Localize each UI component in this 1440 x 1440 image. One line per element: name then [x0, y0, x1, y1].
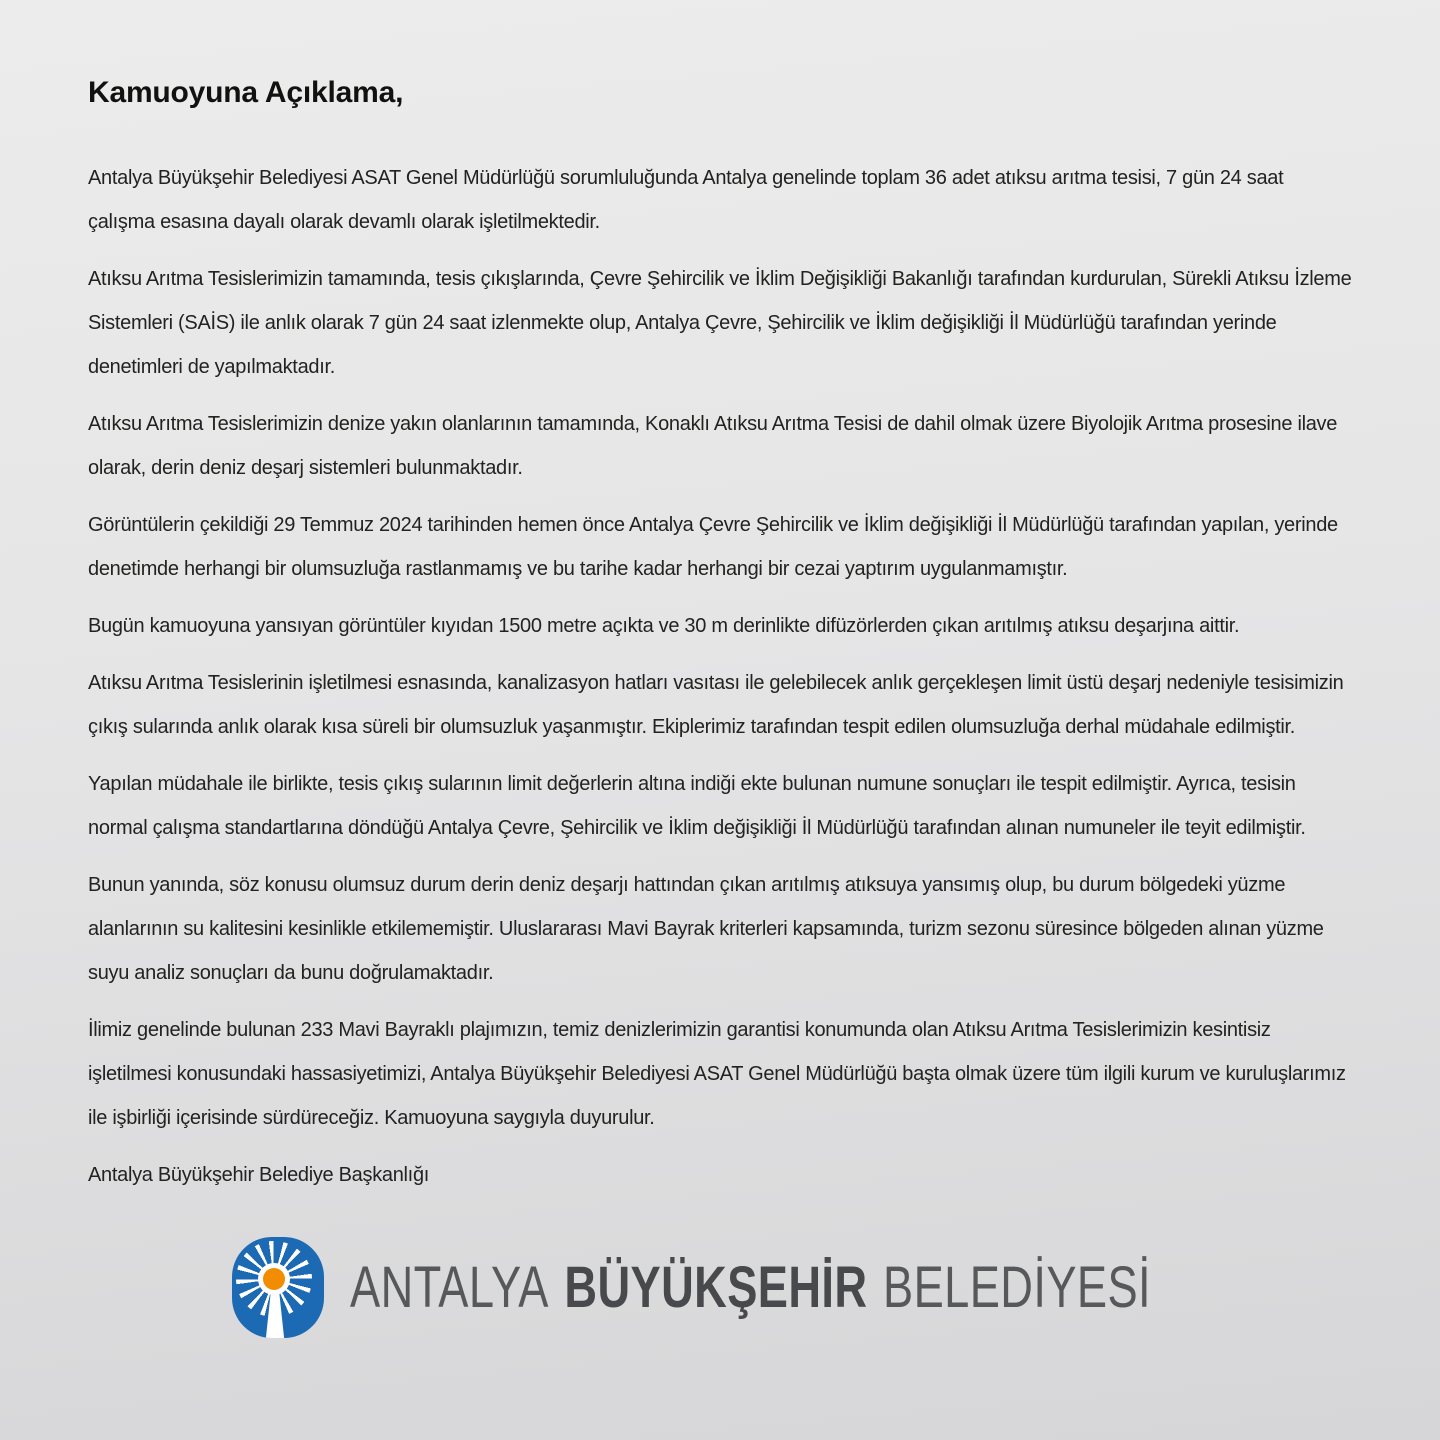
statement-paragraph-8: Bunun yanında, söz konusu olumsuz durum derin deniz deşarjı hattından çıkan arıtılmış atıksuya yansımış olup, bu durum bölgedeki yüzme alanlarının su kalitesini kesinlikle etkilememiştir. Uluslararası Mavi Bayrak kriterleri kapsamında, turizm sezonu süresince bölgeden alınan yüzme suyu analiz sonuçları da bunu doğrulamaktadır.: [88, 874, 1324, 984]
logo-word-buyuksehir: BÜYÜKŞEHİR: [564, 1254, 868, 1320]
statement-paragraph-3: Atıksu Arıtma Tesislerimizin denize yakın olanlarının tamamında, Konaklı Atıksu Arıtma Tesisi de dahil olmak üzere Biyolojik Arıtma prosesine ilave olarak, derin deniz deşarj sistemleri bulunmaktadır.: [88, 413, 1338, 479]
statement-paragraph-7: Yapılan müdahale ile birlikte, tesis çıkış sularının limit değerlerin altına indiği ekte bulunan numune sonuçları ile tespit edilmiştir. Ayrıca, tesisin normal çalışma standartlarına döndüğü Antalya Çevre, Şehircilik ve İklim değişikliği İl Müdürlüğü tarafından alınan numuneler ile teyit edilmiştir.: [88, 773, 1306, 839]
municipality-logo: [88, 1237, 1354, 1338]
logo-wordmark: [350, 1254, 1210, 1320]
statement-paragraph-1: Antalya Büyükşehir Belediyesi ASAT Genel Müdürlüğü sorumluluğunda Antalya genelinde toplam 36 adet atıksu arıtma tesisi, 7 gün 24 saat çalışma esasına dayalı olarak devamlı olarak işletilmektedir.: [88, 167, 1284, 233]
statement-paragraph-4: Görüntülerin çekildiği 29 Temmuz 2024 tarihinden hemen önce Antalya Çevre Şehircilik ve İklim değişikliği İl Müdürlüğü tarafından yapılan, yerinde denetimde herhangi bir olumsuzluğa rastlanmamış ve bu tarihe kadar herhangi bir cezai yaptırım uygulanmamıştır.: [88, 514, 1338, 580]
statement-paragraph-6: Atıksu Arıtma Tesislerinin işletilmesi esnasında, kanalizasyon hatları vasıtası ile gelebilecek anlık gerçekleşen limit üstü deşarj nedeniyle tesisimizin çıkış sularında anlık olarak kısa süreli bir olumsuzluk yaşanmıştır. Ekiplerimiz tarafından tespit edilen olumsuzluğa derhal müdahale edilmiştir.: [88, 672, 1344, 738]
logo-word-belediyesi: BELEDİYESİ: [883, 1254, 1151, 1320]
logo-word-antalya: ANTALYA: [350, 1254, 549, 1320]
logo-wordmark-text: [350, 1254, 1151, 1320]
page-title: Kamuoyuna Açıklama,: [88, 76, 404, 109]
sun-core-icon: [263, 1268, 285, 1290]
statement-paragraph-9: İlimiz genelinde bulunan 233 Mavi Bayraklı plajımızın, temiz denizlerimizin garantisi konumunda olan Atıksu Arıtma Tesislerimizin kesintisiz işletilmesi konusundaki hassasiyetimizi, Antalya Büyükşehir Belediyesi ASAT Genel Müdürlüğü başta olmak üzere tüm ilgili kurum ve kuruluşlarımız ile işbirliği içerisinde sürdüreceğiz. Kamuoyuna saygıyla duyurulur.: [88, 1019, 1346, 1129]
signature-line: Antalya Büyükşehir Belediye Başkanlığı: [88, 1164, 430, 1186]
antalya-sunburst-icon: [232, 1237, 324, 1338]
statement-paragraph-2: Atıksu Arıtma Tesislerimizin tamamında, tesis çıkışlarında, Çevre Şehircilik ve İklim Değişikliği Bakanlığı tarafından kurdurulan, Sürekli Atıksu İzleme Sistemleri (SAİS) ile anlık olarak 7 gün 24 saat izlenmekte olup, Antalya Çevre, Şehircilik ve İklim değişikliği İl Müdürlüğü tarafından yerinde denetimleri de yapılmaktadır.: [88, 268, 1352, 378]
statement-paragraph-5: Bugün kamuoyuna yansıyan görüntüler kıyıdan 1500 metre açıkta ve 30 m derinlikte difüzörlerden çıkan arıtılmış atıksu deşarjına aittir.: [88, 615, 1240, 637]
